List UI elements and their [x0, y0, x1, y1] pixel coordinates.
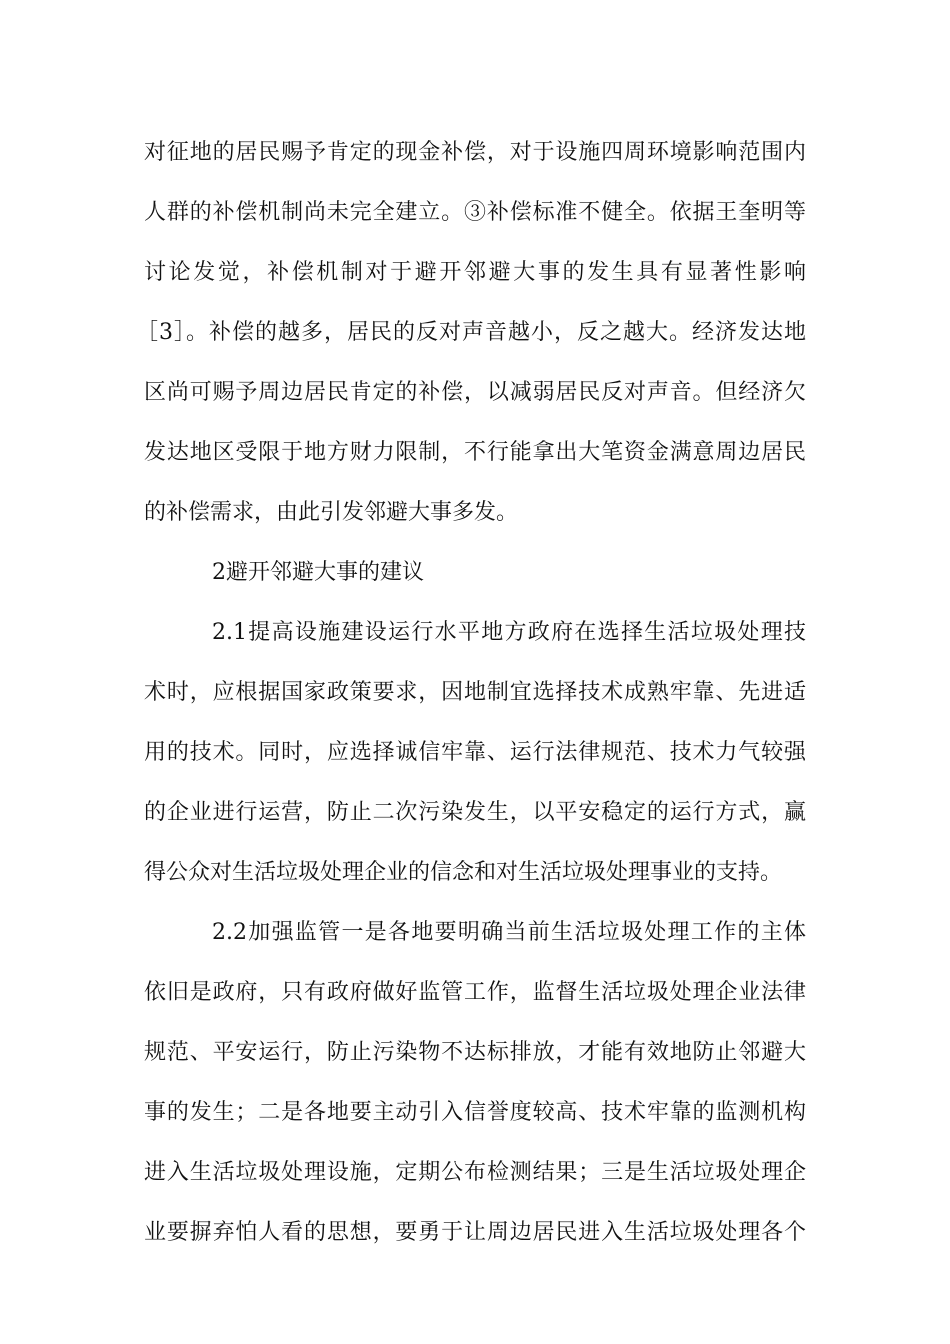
text-line: 进入生活垃圾处理设施，定期公布检测结果；三是生活垃圾处理企	[144, 1160, 806, 1185]
text-line: 人群的补偿机制尚未完全建立。③补偿标准不健全。依据王奎明等	[144, 200, 806, 225]
text-line: 区尚可赐予周边居民肯定的补偿，以减弱居民反对声音。但经济欠	[144, 380, 806, 405]
text-line: 得公众对生活垃圾处理企业的信念和对生活垃圾处理事业的支持。	[144, 860, 783, 885]
text-line: 对征地的居民赐予肯定的现金补偿，对于设施四周环境影响范围内	[144, 140, 806, 165]
text-line: 的企业进行运营，防止二次污染发生，以平安稳定的运行方式，赢	[144, 800, 806, 825]
section-heading: 2避开邻避大事的建议	[212, 560, 424, 585]
text-line: 的补偿需求，由此引发邻避大事多发。	[144, 500, 519, 525]
text-line: ［3］。补偿的越多，居民的反对声音越小，反之越大。经济发达地	[136, 320, 806, 345]
text-line: 用的技术。同时，应选择诚信牢靠、运行法律规范、技术力气较强	[144, 740, 806, 765]
text-line: 2.1提高设施建设运行水平地方政府在选择生活垃圾处理技	[212, 620, 806, 645]
text-line: 规范、平安运行，防止污染物不达标排放，才能有效地防止邻避大	[144, 1040, 806, 1065]
text-line: 业要摒弃怕人看的思想，要勇于让周边居民进入生活垃圾处理各个	[144, 1220, 806, 1245]
text-line: 依旧是政府，只有政府做好监管工作，监督生活垃圾处理企业法律	[144, 980, 806, 1005]
text-line: 发达地区受限于地方财力限制，不行能拿出大笔资金满意周边居民	[144, 440, 806, 465]
text-line: 术时，应根据国家政策要求，因地制宜选择技术成熟牢靠、先进适	[144, 680, 806, 705]
text-line: 2.2加强监管一是各地要明确当前生活垃圾处理工作的主体	[212, 920, 806, 945]
text-line: 事的发生；二是各地要主动引入信誉度较高、技术牢靠的监测机构	[144, 1100, 806, 1125]
text-line: 讨论发觉，补偿机制对于避开邻避大事的发生具有显著性影响	[144, 260, 806, 285]
